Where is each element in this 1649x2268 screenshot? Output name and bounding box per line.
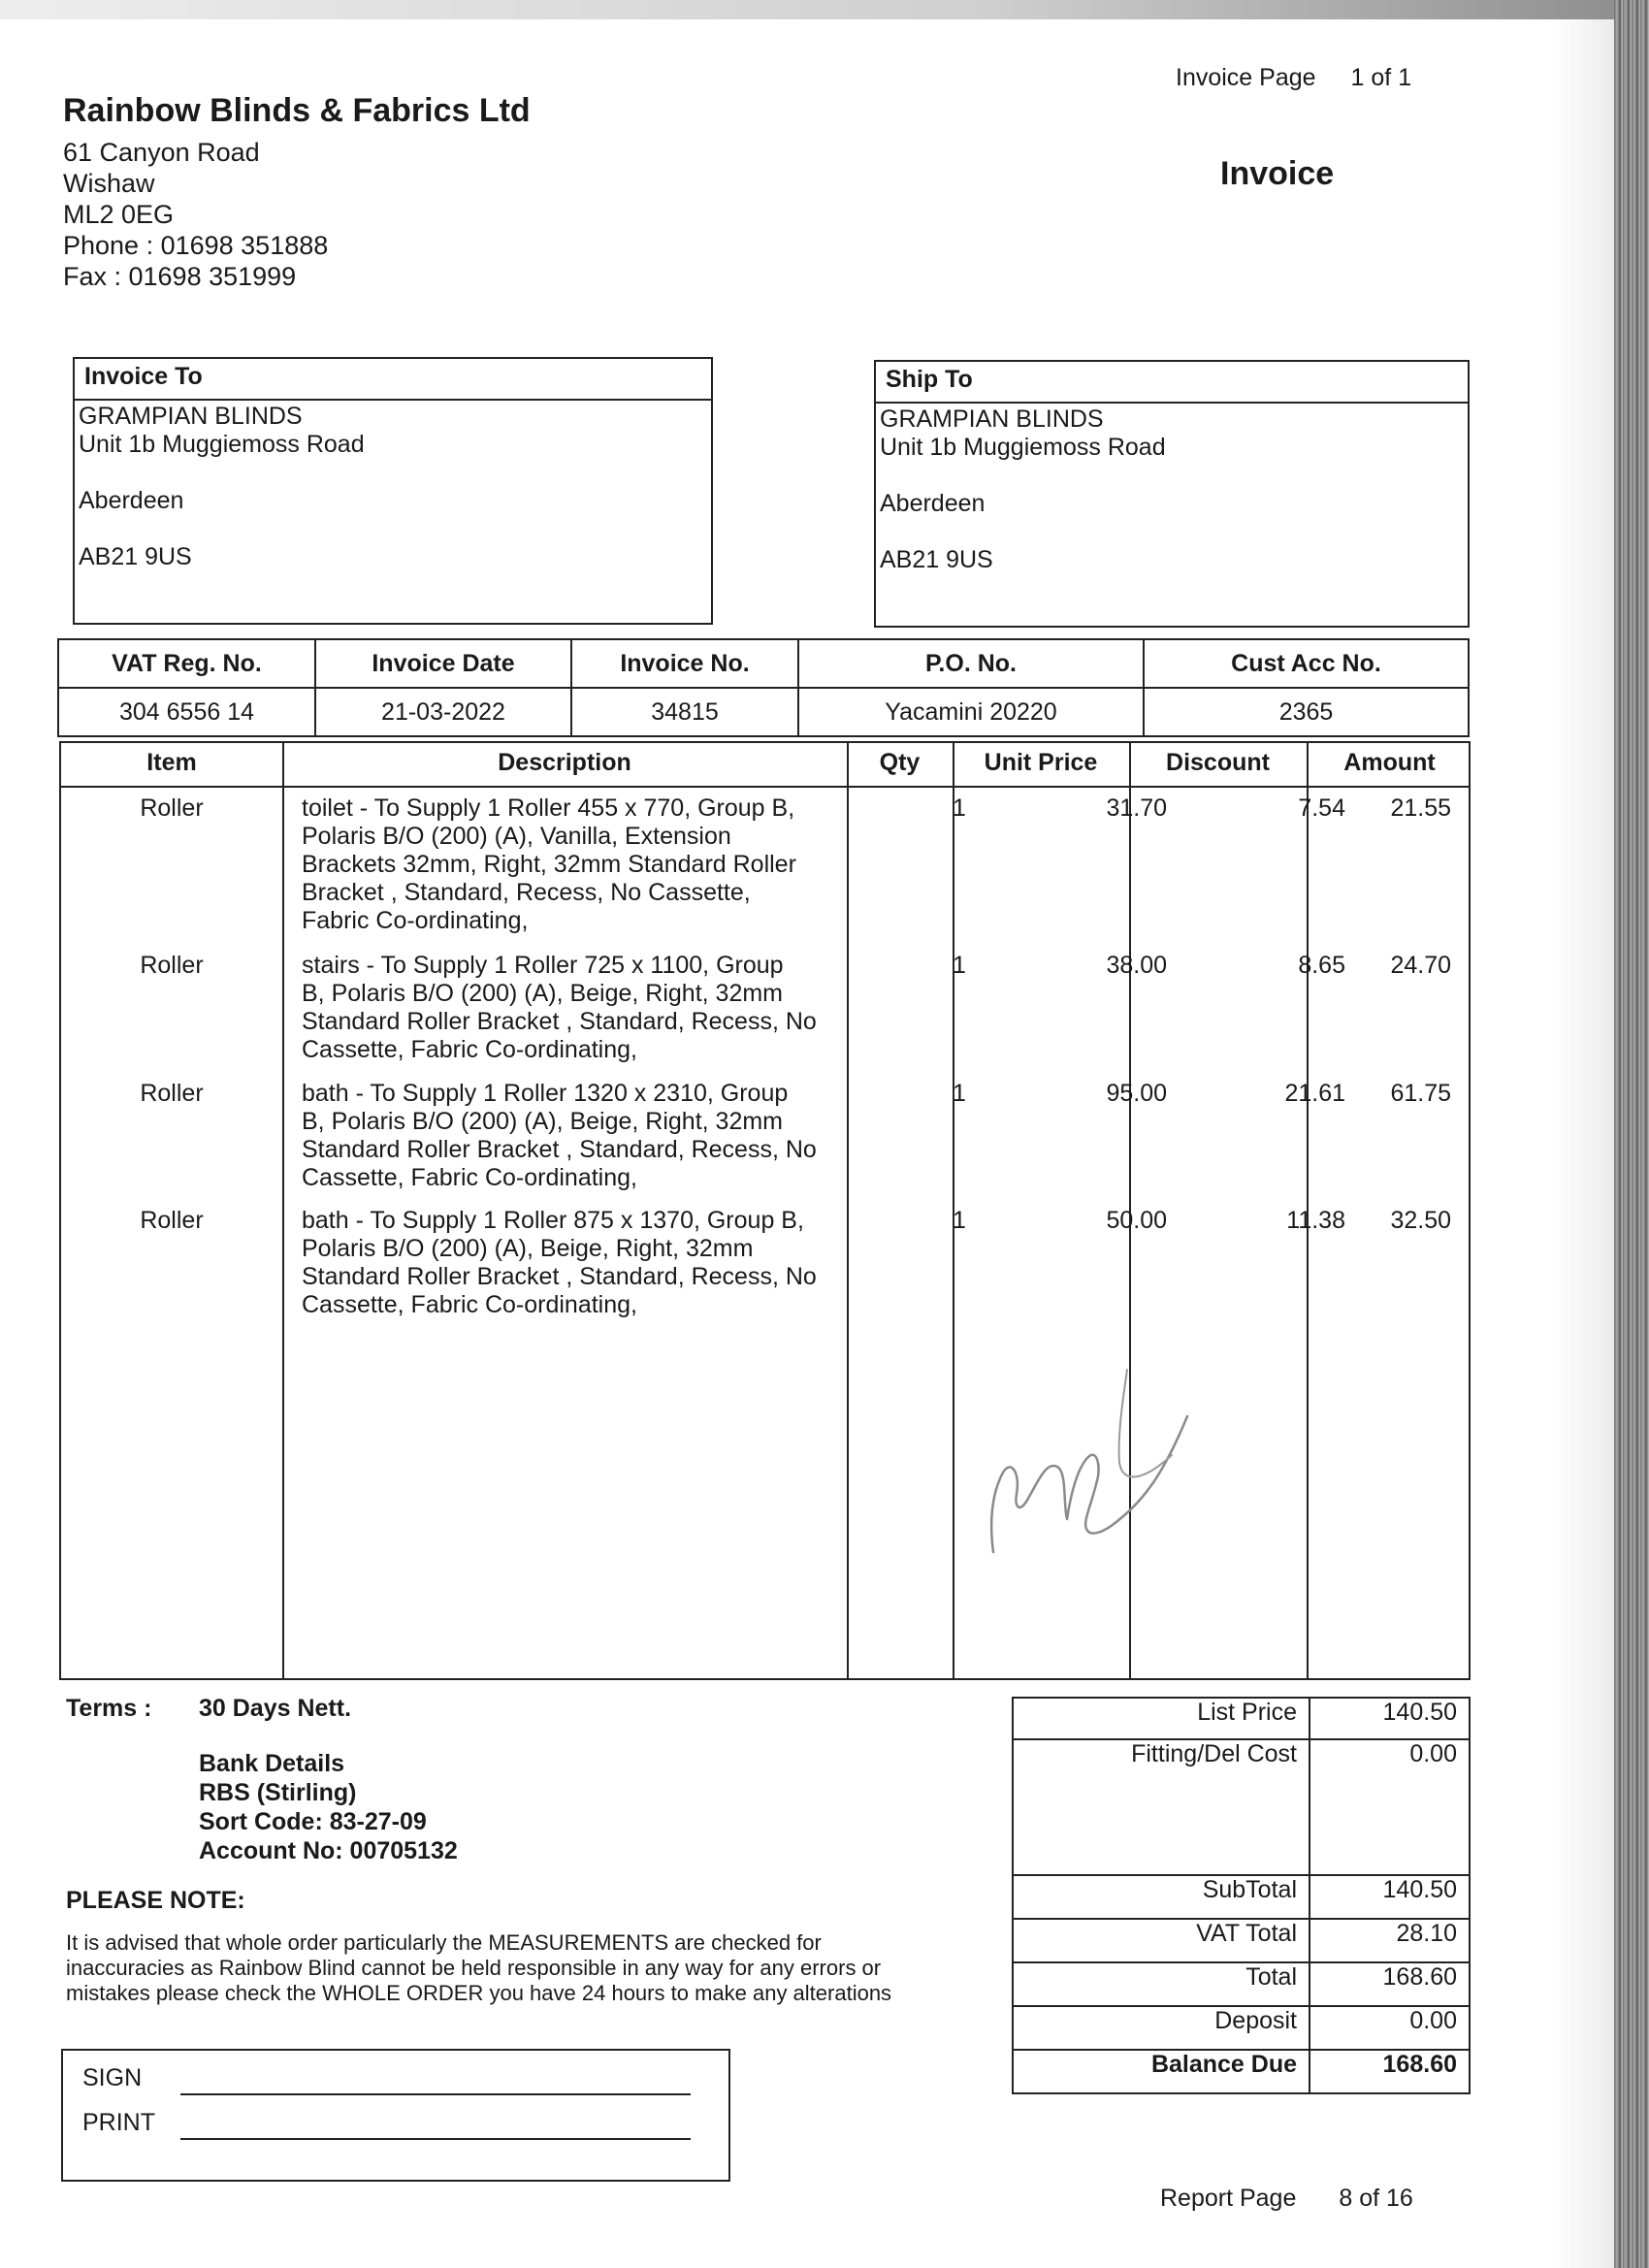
- totals-row: [1013, 1875, 1470, 1919]
- handwritten-initials-signature: [982, 1358, 1205, 1571]
- qty-cell: 1: [953, 1207, 966, 1234]
- unit-price-cell: 38.00: [1106, 952, 1167, 979]
- deposit-value: 0.00: [1310, 2006, 1470, 2050]
- bank-details: [199, 1749, 458, 1865]
- balance-due-value: 168.60: [1310, 2050, 1470, 2093]
- print-line: [180, 2138, 691, 2140]
- totals-row: [1013, 1962, 1470, 2006]
- amount-header: Amount: [1343, 749, 1436, 776]
- totals-row: [1013, 1698, 1470, 1739]
- description-cell: [302, 952, 913, 1064]
- vat-reg-value: 304 6556 14: [58, 688, 315, 736]
- po-no-header: P.O. No.: [798, 639, 1144, 688]
- ship-to-title: Ship To: [876, 362, 1468, 404]
- invoice-no-header: Invoice No.: [571, 639, 798, 688]
- invoice-no-value: 34815: [571, 688, 798, 736]
- description-line: stairs - To Supply 1 Roller 725 x 1100, Group: [302, 952, 784, 979]
- item-cell: Roller: [140, 1080, 204, 1107]
- vat-total-label: VAT Total: [1013, 1919, 1310, 1962]
- note-title: PLEASE NOTE:: [66, 1887, 245, 1914]
- company-postcode: ML2 0EG: [63, 200, 175, 229]
- note-line: mistakes please check the WHOLE ORDER you have 24 hours to make any alterations: [66, 1981, 892, 2005]
- invoice-to-line: Unit 1b Muggiemoss Road: [79, 431, 365, 458]
- totals-row: [1013, 1739, 1470, 1875]
- qty-header: Qty: [879, 749, 921, 776]
- deposit-label: Deposit: [1013, 2006, 1310, 2050]
- amount-cell: 24.70: [1390, 952, 1451, 979]
- company-address: [63, 137, 328, 292]
- total-value: 168.60: [1310, 1962, 1470, 2006]
- description-line: Polaris B/O (200) (A), Vanilla, Extension: [302, 823, 731, 850]
- scan-edge-right: [1614, 0, 1649, 2268]
- scan-edge-top: [0, 0, 1649, 19]
- description-cell: [302, 1207, 913, 1319]
- note-text: [66, 1930, 978, 2006]
- list-price-value: 140.50: [1310, 1698, 1470, 1739]
- fitting-value: 0.00: [1310, 1739, 1470, 1875]
- invoice-page-label: Invoice Page: [1176, 64, 1316, 91]
- invoice-date-value: 21-03-2022: [315, 688, 571, 736]
- sort-code: Sort Code: 83-27-09: [199, 1808, 427, 1835]
- list-price-label: List Price: [1013, 1698, 1310, 1739]
- unit-price-cell: 95.00: [1106, 1080, 1167, 1107]
- amount-cell: 61.75: [1390, 1080, 1451, 1107]
- discount-header: Discount: [1166, 749, 1270, 776]
- description-line: Polaris B/O (200) (A), Beige, Right, 32mm: [302, 1235, 754, 1262]
- invoice-date-header: Invoice Date: [315, 639, 571, 688]
- company-town: Wishaw: [63, 169, 155, 198]
- invoice-to-line: [79, 515, 707, 543]
- subtotal-value: 140.50: [1310, 1875, 1470, 1919]
- ship-to-line: GRAMPIAN BLINDS: [880, 405, 1104, 433]
- description-cell: [302, 1080, 913, 1192]
- description-line: Cassette, Fabric Co-ordinating,: [302, 1036, 637, 1063]
- item-cell: Roller: [140, 1207, 204, 1234]
- description-line: Fabric Co-ordinating,: [302, 907, 529, 934]
- invoice-to-title: Invoice To: [75, 359, 711, 401]
- reference-value-row: [58, 688, 1469, 736]
- reference-header-row: [58, 639, 1469, 688]
- invoice-to-box: [73, 357, 713, 625]
- discount-cell: 11.38: [1286, 1207, 1345, 1234]
- totals-row: [1013, 2006, 1470, 2050]
- ship-to-line: Aberdeen: [880, 490, 986, 517]
- vat-total-value: 28.10: [1310, 1919, 1470, 1962]
- ship-to-line: [880, 462, 1464, 490]
- invoice-to-line: [79, 459, 707, 487]
- item-cell: Roller: [140, 794, 204, 822]
- account-number: Account No: 00705132: [199, 1837, 458, 1864]
- note-line: It is advised that whole order particularly the MEASUREMENTS are checked for: [66, 1930, 822, 1955]
- terms-value: 30 Days Nett.: [199, 1695, 352, 1722]
- report-page-value: 8 of 16: [1339, 2185, 1413, 2212]
- unit-price-cell: 50.00: [1106, 1207, 1167, 1234]
- description-line: Standard Roller Bracket , Standard, Recess, No: [302, 1136, 817, 1163]
- description-line: B, Polaris B/O (200) (A), Beige, Right, 32mm: [302, 980, 784, 1007]
- print-label: PRINT: [82, 2109, 155, 2136]
- discount-cell: 21.61: [1284, 1080, 1345, 1107]
- total-label: Total: [1013, 1962, 1310, 2006]
- invoice-to-line: Aberdeen: [79, 487, 184, 514]
- description-line: B, Polaris B/O (200) (A), Beige, Right, 32mm: [302, 1108, 784, 1135]
- po-no-value: Yacamini 20220: [798, 688, 1144, 736]
- totals-table: [1012, 1697, 1471, 2094]
- description-line: Cassette, Fabric Co-ordinating,: [302, 1291, 637, 1318]
- description-cell: [302, 794, 913, 935]
- qty-cell: 1: [953, 952, 966, 979]
- totals-row: [1013, 1919, 1470, 1962]
- items-table: [59, 741, 1471, 1680]
- description-line: Brackets 32mm, Right, 32mm Standard Roller: [302, 851, 796, 878]
- balance-due-label: Balance Due: [1013, 2050, 1310, 2093]
- bank-details-title: Bank Details: [199, 1750, 345, 1777]
- description-header: Description: [498, 749, 631, 776]
- description-line: toilet - To Supply 1 Roller 455 x 770, Group B,: [302, 794, 795, 822]
- ship-to-line: [880, 518, 1464, 546]
- item-cell: Roller: [140, 952, 204, 979]
- header-divider: [61, 786, 1469, 788]
- report-page-label: Report Page: [1160, 2185, 1297, 2212]
- ship-to-box: [874, 360, 1470, 628]
- company-fax: Fax : 01698 351999: [63, 262, 297, 291]
- unit-price-header: Unit Price: [984, 749, 1098, 776]
- reference-table: [57, 638, 1470, 737]
- column-divider: [282, 743, 284, 1678]
- invoice-page-value: 1 of 1: [1350, 64, 1412, 91]
- item-header: Item: [146, 749, 197, 776]
- terms-label: Terms :: [66, 1695, 152, 1722]
- cust-acc-value: 2365: [1144, 688, 1469, 736]
- discount-cell: 7.54: [1298, 794, 1345, 822]
- sign-line: [180, 2093, 691, 2095]
- unit-price-cell: 31.70: [1106, 794, 1167, 822]
- amount-cell: 21.55: [1390, 794, 1451, 822]
- description-line: Bracket , Standard, Recess, No Cassette,: [302, 879, 751, 906]
- totals-row: [1013, 2050, 1470, 2093]
- sign-label: SIGN: [82, 2064, 143, 2091]
- cust-acc-header: Cust Acc No.: [1144, 639, 1469, 688]
- amount-cell: 32.50: [1390, 1207, 1451, 1234]
- qty-cell: 1: [953, 794, 966, 822]
- company-name: Rainbow Blinds & Fabrics Ltd: [63, 92, 531, 129]
- invoice-page-indicator: [1176, 64, 1411, 92]
- report-page-indicator: [1160, 2185, 1413, 2213]
- scan-shadow: [1552, 19, 1614, 2268]
- vat-reg-header: VAT Reg. No.: [58, 639, 315, 688]
- invoice-to-line: GRAMPIAN BLINDS: [79, 403, 303, 430]
- qty-cell: 1: [953, 1080, 966, 1107]
- description-line: bath - To Supply 1 Roller 1320 x 2310, Group: [302, 1080, 789, 1107]
- bank-name: RBS (Stirling): [199, 1779, 357, 1806]
- invoice-to-line: AB21 9US: [79, 543, 192, 570]
- description-line: Cassette, Fabric Co-ordinating,: [302, 1164, 637, 1191]
- discount-cell: 8.65: [1298, 952, 1345, 979]
- ship-to-line: Unit 1b Muggiemoss Road: [880, 434, 1166, 461]
- fitting-label: Fitting/Del Cost: [1013, 1739, 1310, 1875]
- note-line: inaccuracies as Rainbow Blind cannot be held responsible in any way for any errors or: [66, 1956, 882, 1980]
- description-line: Standard Roller Bracket , Standard, Recess, No: [302, 1263, 817, 1290]
- description-line: Standard Roller Bracket , Standard, Recess, No: [302, 1008, 817, 1035]
- subtotal-label: SubTotal: [1013, 1875, 1310, 1919]
- company-phone: Phone : 01698 351888: [63, 231, 329, 260]
- ship-to-line: AB21 9US: [880, 546, 993, 573]
- document-title: Invoice: [1220, 155, 1335, 192]
- description-line: bath - To Supply 1 Roller 875 x 1370, Group B,: [302, 1207, 804, 1234]
- sign-box: [61, 2049, 730, 2182]
- company-street: 61 Canyon Road: [63, 138, 260, 167]
